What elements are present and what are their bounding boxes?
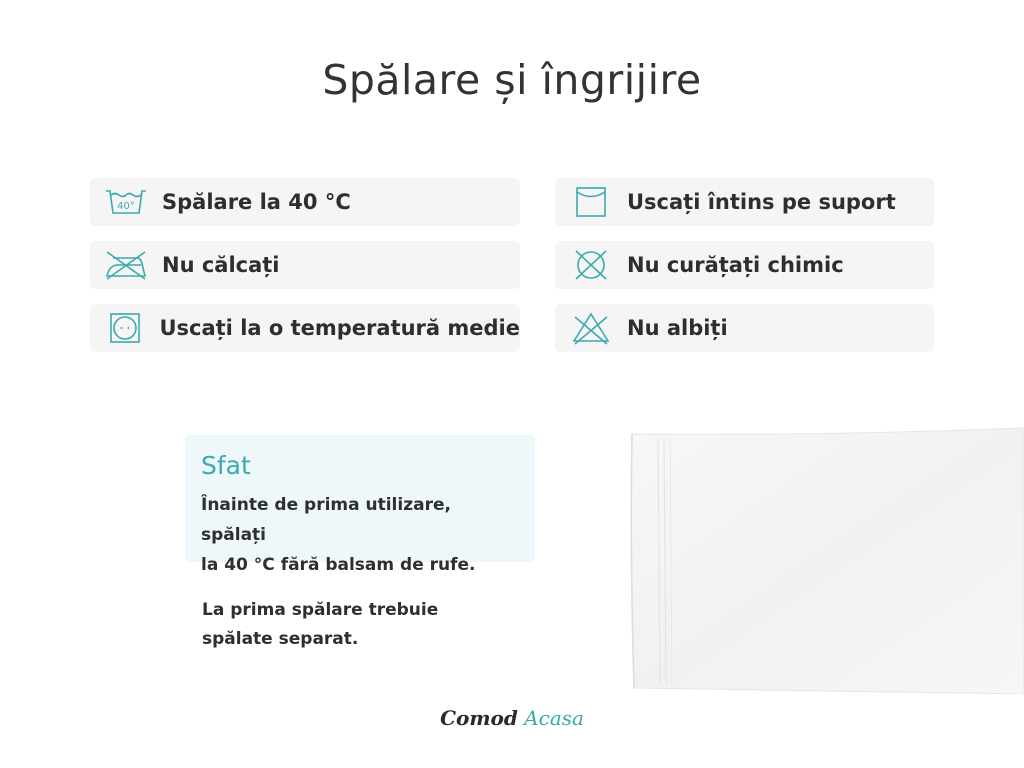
no-iron-icon bbox=[90, 241, 162, 289]
care-item-label: Nu curățați chimic bbox=[627, 253, 844, 277]
dry-flat-icon bbox=[555, 178, 627, 226]
care-item-label: Uscați la o temperatură medie bbox=[159, 316, 520, 340]
note-line-1: La prima spălare trebuie bbox=[202, 600, 439, 620]
care-item-no-iron bbox=[90, 241, 520, 289]
wash-temp-text: 40° bbox=[117, 201, 135, 212]
tip-box bbox=[185, 435, 535, 575]
care-item-label: Spălare la 40 °C bbox=[162, 190, 351, 214]
care-item-label: Nu călcați bbox=[162, 253, 280, 277]
wash-40-icon bbox=[90, 178, 162, 226]
care-item-tumble-dry-medium bbox=[90, 304, 520, 352]
care-item-label: Uscați întins pe suport bbox=[627, 190, 896, 214]
wash-note bbox=[202, 596, 502, 654]
towel-image bbox=[626, 426, 1024, 694]
no-bleach-icon bbox=[555, 304, 627, 352]
note-line-2: spălate separat. bbox=[202, 629, 359, 649]
brand-logo bbox=[0, 706, 1024, 730]
tip-text bbox=[201, 490, 519, 580]
brand-part-2: Acasa bbox=[524, 706, 584, 730]
tip-title: Sfat bbox=[201, 451, 251, 480]
tip-line-1: Înainte de prima utilizare, spălați bbox=[201, 495, 451, 545]
care-item-dry-flat bbox=[555, 178, 934, 226]
tumble-dry-medium-icon bbox=[90, 304, 159, 352]
page-title: Spălare și îngrijire bbox=[322, 56, 702, 104]
care-item-no-dry-clean bbox=[555, 241, 934, 289]
care-item-no-bleach bbox=[555, 304, 934, 352]
brand-part-1: Comod bbox=[440, 706, 518, 730]
no-dry-clean-icon bbox=[555, 241, 627, 289]
care-item-label: Nu albiți bbox=[627, 316, 728, 340]
tip-line-2: la 40 °C fără balsam de rufe. bbox=[201, 555, 476, 575]
care-item-wash-40 bbox=[90, 178, 520, 226]
